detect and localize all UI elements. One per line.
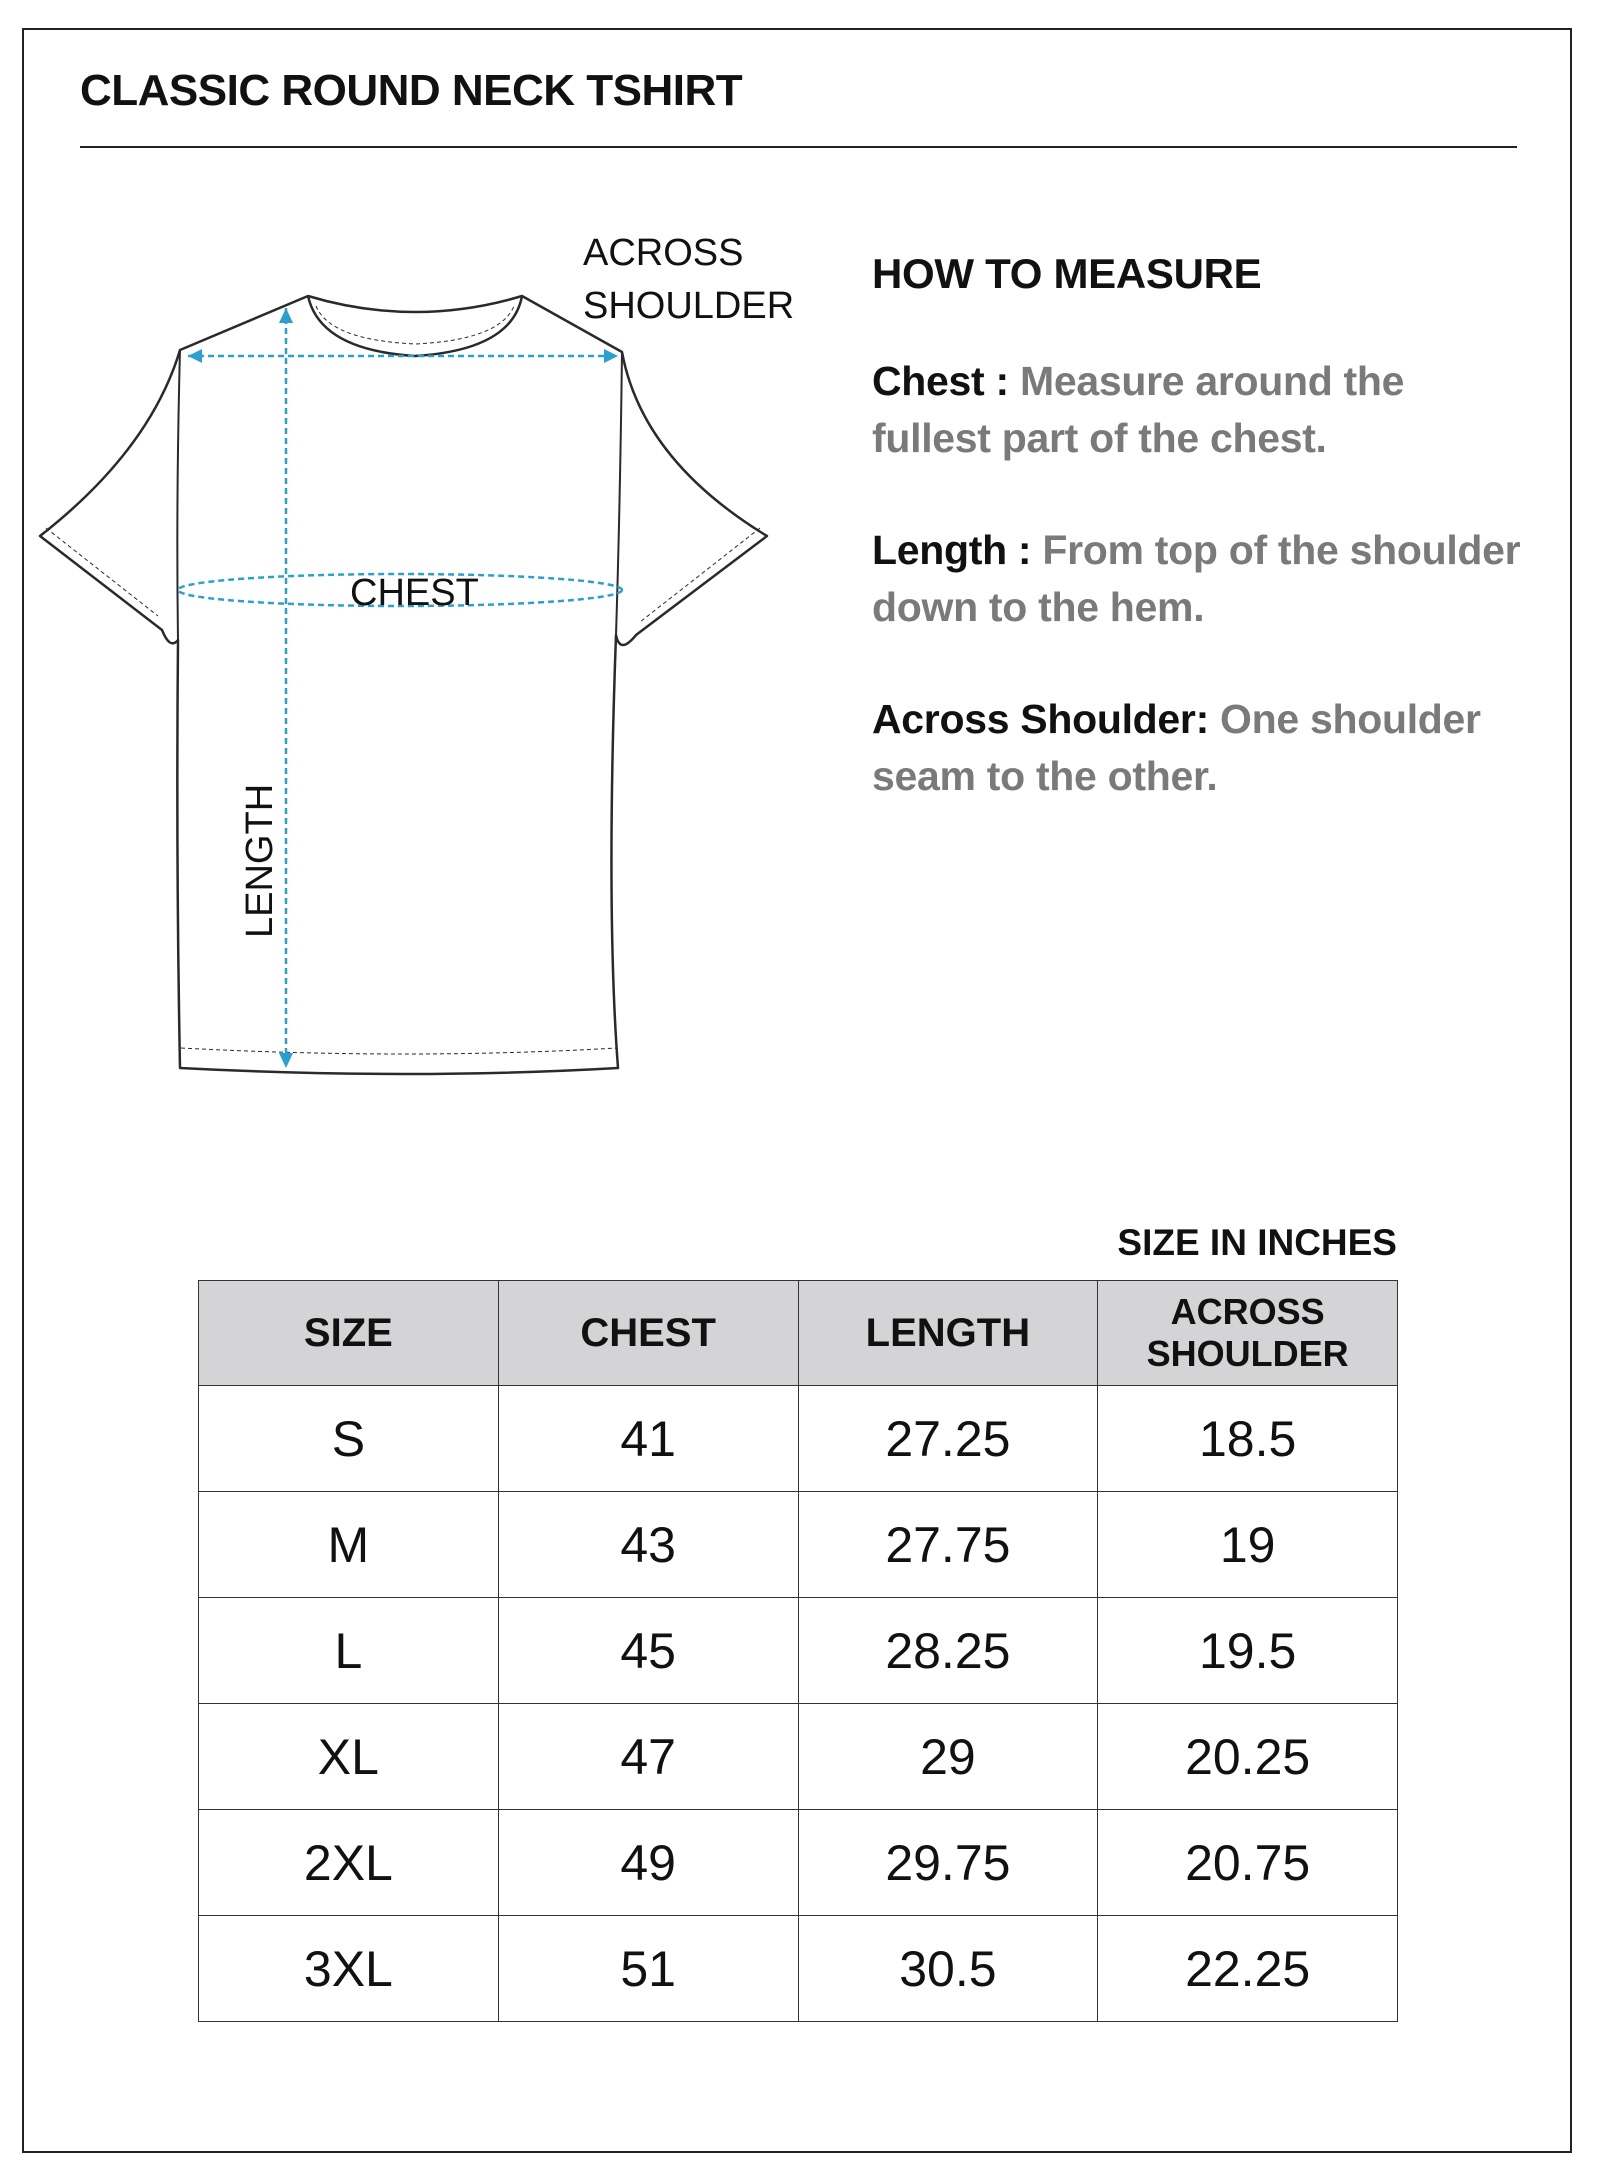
cell-across-shoulder: 19.5 (1098, 1598, 1398, 1704)
chest-label: CHEST (350, 572, 479, 614)
cell-size: S (199, 1386, 499, 1492)
table-header-row (199, 1281, 1398, 1386)
cell-length: 27.25 (798, 1386, 1098, 1492)
header-size: SIZE (199, 1281, 499, 1386)
left-sleeve-hem-stitch (46, 528, 158, 616)
length-sep: : (1006, 527, 1043, 573)
tshirt-outline (40, 296, 767, 1074)
header-across-line2: SHOULDER (1146, 1333, 1349, 1374)
chest-term: Chest (872, 358, 985, 404)
length-arrow-bottom (279, 1053, 293, 1068)
how-to-measure-section (872, 250, 1532, 860)
cell-chest: 41 (498, 1386, 798, 1492)
size-unit-label: SIZE IN INCHES (1117, 1222, 1397, 1263)
header-across-line1: ACROSS (1170, 1291, 1325, 1332)
header-across-shoulder (1098, 1281, 1398, 1386)
cell-chest: 45 (498, 1598, 798, 1704)
cell-across-shoulder: 18.5 (1098, 1386, 1398, 1492)
cell-chest: 51 (498, 1916, 798, 2022)
chest-sep: : (984, 358, 1020, 404)
shoulder-description: One shoulder seam to the other. (872, 696, 1481, 799)
shoulder-term: Across Shoulder (872, 696, 1196, 742)
tshirt-illustration (30, 210, 860, 1110)
cell-across-shoulder: 20.75 (1098, 1810, 1398, 1916)
table-row (199, 1704, 1398, 1810)
cell-across-shoulder: 20.25 (1098, 1704, 1398, 1810)
cell-length: 30.5 (798, 1916, 1098, 2022)
cell-across-shoulder: 22.25 (1098, 1916, 1398, 2022)
cell-length: 27.75 (798, 1492, 1098, 1598)
header-chest: CHEST (498, 1281, 798, 1386)
header-length: LENGTH (798, 1281, 1098, 1386)
table-row (199, 1386, 1398, 1492)
across-label-line1: ACROSS (583, 232, 744, 274)
bottom-hem-stitch (181, 1048, 617, 1054)
table-row (199, 1916, 1398, 2022)
table-row (199, 1810, 1398, 1916)
tshirt-diagram (30, 210, 860, 1110)
cell-size: 3XL (199, 1916, 499, 2022)
cell-chest: 43 (498, 1492, 798, 1598)
shoulder-sep: : (1195, 696, 1221, 742)
table-row (199, 1598, 1398, 1704)
left-sleeve-seam (177, 350, 180, 640)
length-term: Length (872, 527, 1007, 573)
shoulder-arrow-right (604, 349, 618, 363)
length-label: LENGTH (239, 783, 281, 938)
across-label-line2: SHOULDER (583, 285, 795, 327)
cell-length: 28.25 (798, 1598, 1098, 1704)
cell-size: M (199, 1492, 499, 1598)
right-sleeve-hem-stitch (640, 528, 760, 622)
length-description: From top of the shoulder down to the hem. (872, 527, 1521, 630)
page-title: CLASSIC ROUND NECK TSHIRT (80, 66, 743, 115)
table-row (199, 1492, 1398, 1598)
how-to-measure-heading: HOW TO MEASURE (872, 250, 1262, 297)
cell-across-shoulder: 19 (1098, 1492, 1398, 1598)
cell-length: 29 (798, 1704, 1098, 1810)
cell-chest: 49 (498, 1810, 798, 1916)
cell-size: XL (199, 1704, 499, 1810)
shoulder-instruction (872, 691, 1532, 805)
title-divider (80, 146, 1517, 148)
cell-size: L (199, 1598, 499, 1704)
length-instruction (872, 522, 1532, 636)
length-arrow-top (279, 308, 293, 323)
cell-chest: 47 (498, 1704, 798, 1810)
chest-description: Measure around the fullest part of the chest. (872, 358, 1405, 461)
cell-length: 29.75 (798, 1810, 1098, 1916)
cell-size: 2XL (199, 1810, 499, 1916)
size-chart-table (198, 1280, 1398, 2022)
shoulder-arrow-left (188, 349, 202, 363)
chest-instruction (872, 353, 1532, 467)
